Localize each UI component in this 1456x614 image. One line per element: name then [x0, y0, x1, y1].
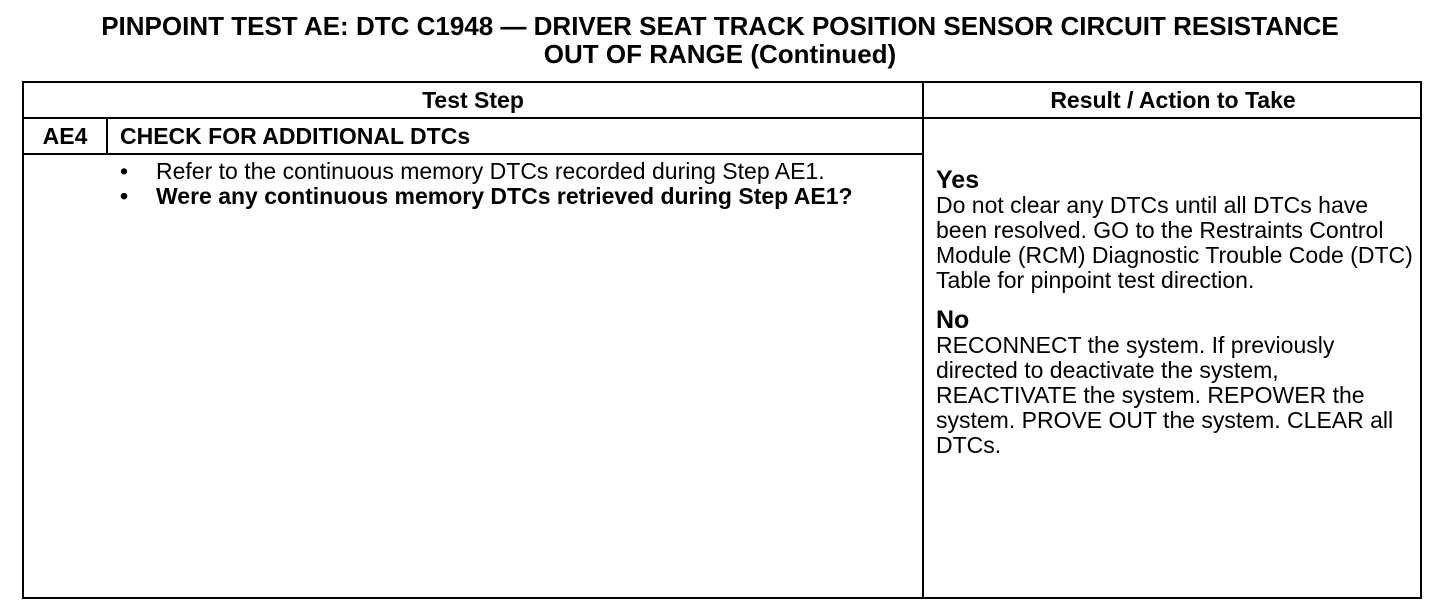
- instruction-item: [114, 159, 874, 184]
- question-text: Were any continuous memory DTCs retrieved during Step AE1?: [156, 183, 853, 209]
- result-yes-label: Yes: [936, 166, 980, 194]
- result-yes-action: Do not clear any DTCs until all DTCs have been resolved. GO to the Restraints Control Module (RCM) Diagnostic Trouble Code (DTC) Table for pinpoint test direction.: [936, 192, 1413, 293]
- step-title: CHECK FOR ADDITIONAL DTCs: [120, 123, 471, 149]
- bullet-icon: •: [120, 183, 129, 209]
- instruction-text: Refer to the continuous memory DTCs recorded during Step AE1.: [156, 158, 825, 184]
- pinpoint-test-table: [22, 81, 1422, 599]
- column-divider: [922, 83, 924, 597]
- title-line-1: PINPOINT TEST AE: DTC C1948 — DRIVER SEAT TRACK POSITION SENSOR CIRCUIT RESISTANCE: [101, 11, 1339, 41]
- step-id-divider: [106, 117, 108, 155]
- header-result-action: Result / Action to Take: [1050, 87, 1296, 113]
- header-test-step: Test Step: [422, 87, 524, 113]
- step-title-divider: [24, 153, 922, 155]
- instruction-question: [114, 184, 874, 209]
- step-instructions: [114, 159, 874, 209]
- bullet-icon: •: [120, 158, 129, 184]
- result-no-label: No: [936, 306, 970, 334]
- step-id: AE4: [42, 123, 88, 149]
- result-action-cell: [936, 155, 1422, 458]
- result-no-action: RECONNECT the system. If previously directed to deactivate the system, REACTIVATE the system. REPOWER the system. PROVE OUT the system. CLEAR all DTCs.: [936, 332, 1394, 458]
- title-line-2: OUT OF RANGE (Continued): [543, 39, 897, 69]
- page-title: [0, 12, 1440, 68]
